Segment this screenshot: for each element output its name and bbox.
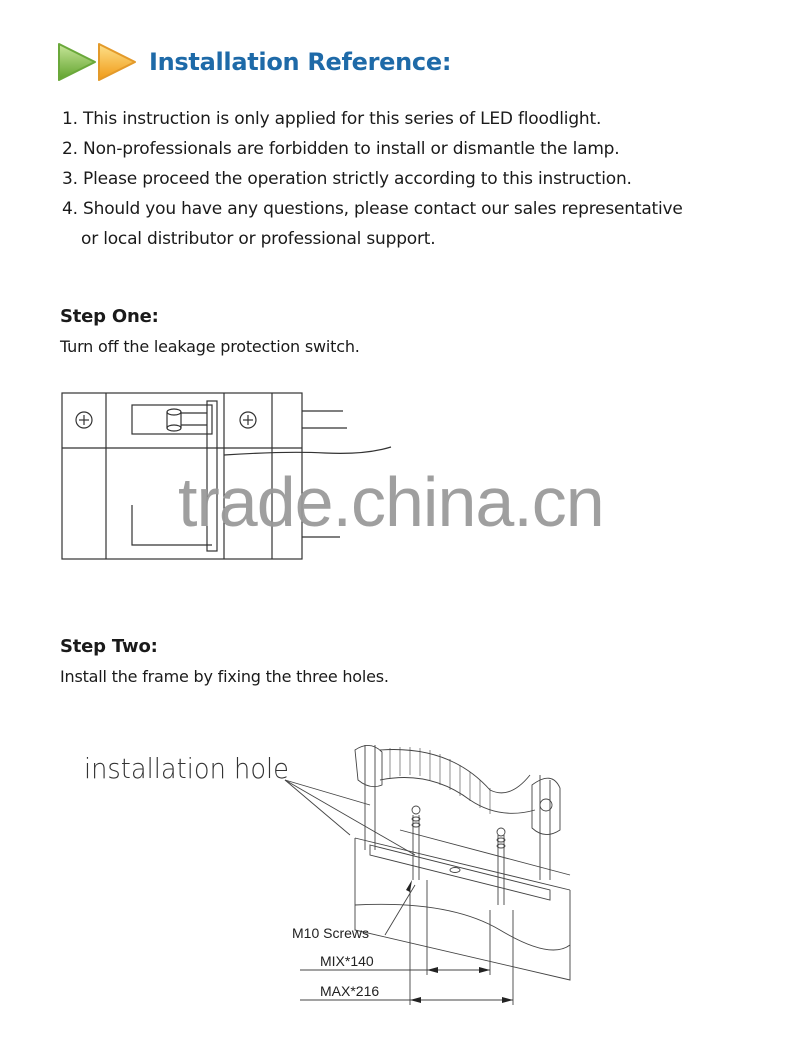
note-item [62, 194, 762, 224]
page-title: Installation Reference: [149, 48, 452, 76]
note-number: 1. [62, 109, 78, 129]
step-two-title: Step Two: [60, 636, 158, 657]
note-item [62, 134, 762, 164]
note-number: 2. [62, 139, 78, 159]
note-text: Please proceed the operation strictly according to this instruction. [83, 169, 632, 189]
note-item [62, 164, 762, 194]
note-text: Should you have any questions, please contact our sales representative [83, 199, 683, 219]
frame-installation-diagram [70, 730, 600, 1020]
step-two-description: Install the frame by fixing the three holes. [60, 667, 389, 686]
note-text: Non-professionals are forbidden to install or dismantle the lamp. [83, 139, 620, 159]
max-distance-label: MAX*216 [320, 983, 380, 999]
step-one-description: Turn off the leakage protection switch. [60, 337, 360, 356]
watermark: trade.china.cn [178, 463, 604, 541]
section-header [55, 40, 451, 84]
m10-screws-label: M10 Screws [292, 925, 370, 941]
note-number: 3. [62, 169, 78, 189]
note-text: This instruction is only applied for this series of LED floodlight. [83, 109, 602, 129]
double-play-arrows-icon [55, 40, 139, 84]
step-one-title: Step One: [60, 306, 159, 327]
note-number: 4. [62, 199, 78, 219]
note-continuation: or local distributor or professional support. [81, 229, 436, 249]
instruction-notes [62, 104, 762, 254]
installation-hole-label: installation hole [84, 752, 289, 785]
min-distance-label: MIX*140 [320, 953, 374, 969]
note-item [62, 104, 762, 134]
